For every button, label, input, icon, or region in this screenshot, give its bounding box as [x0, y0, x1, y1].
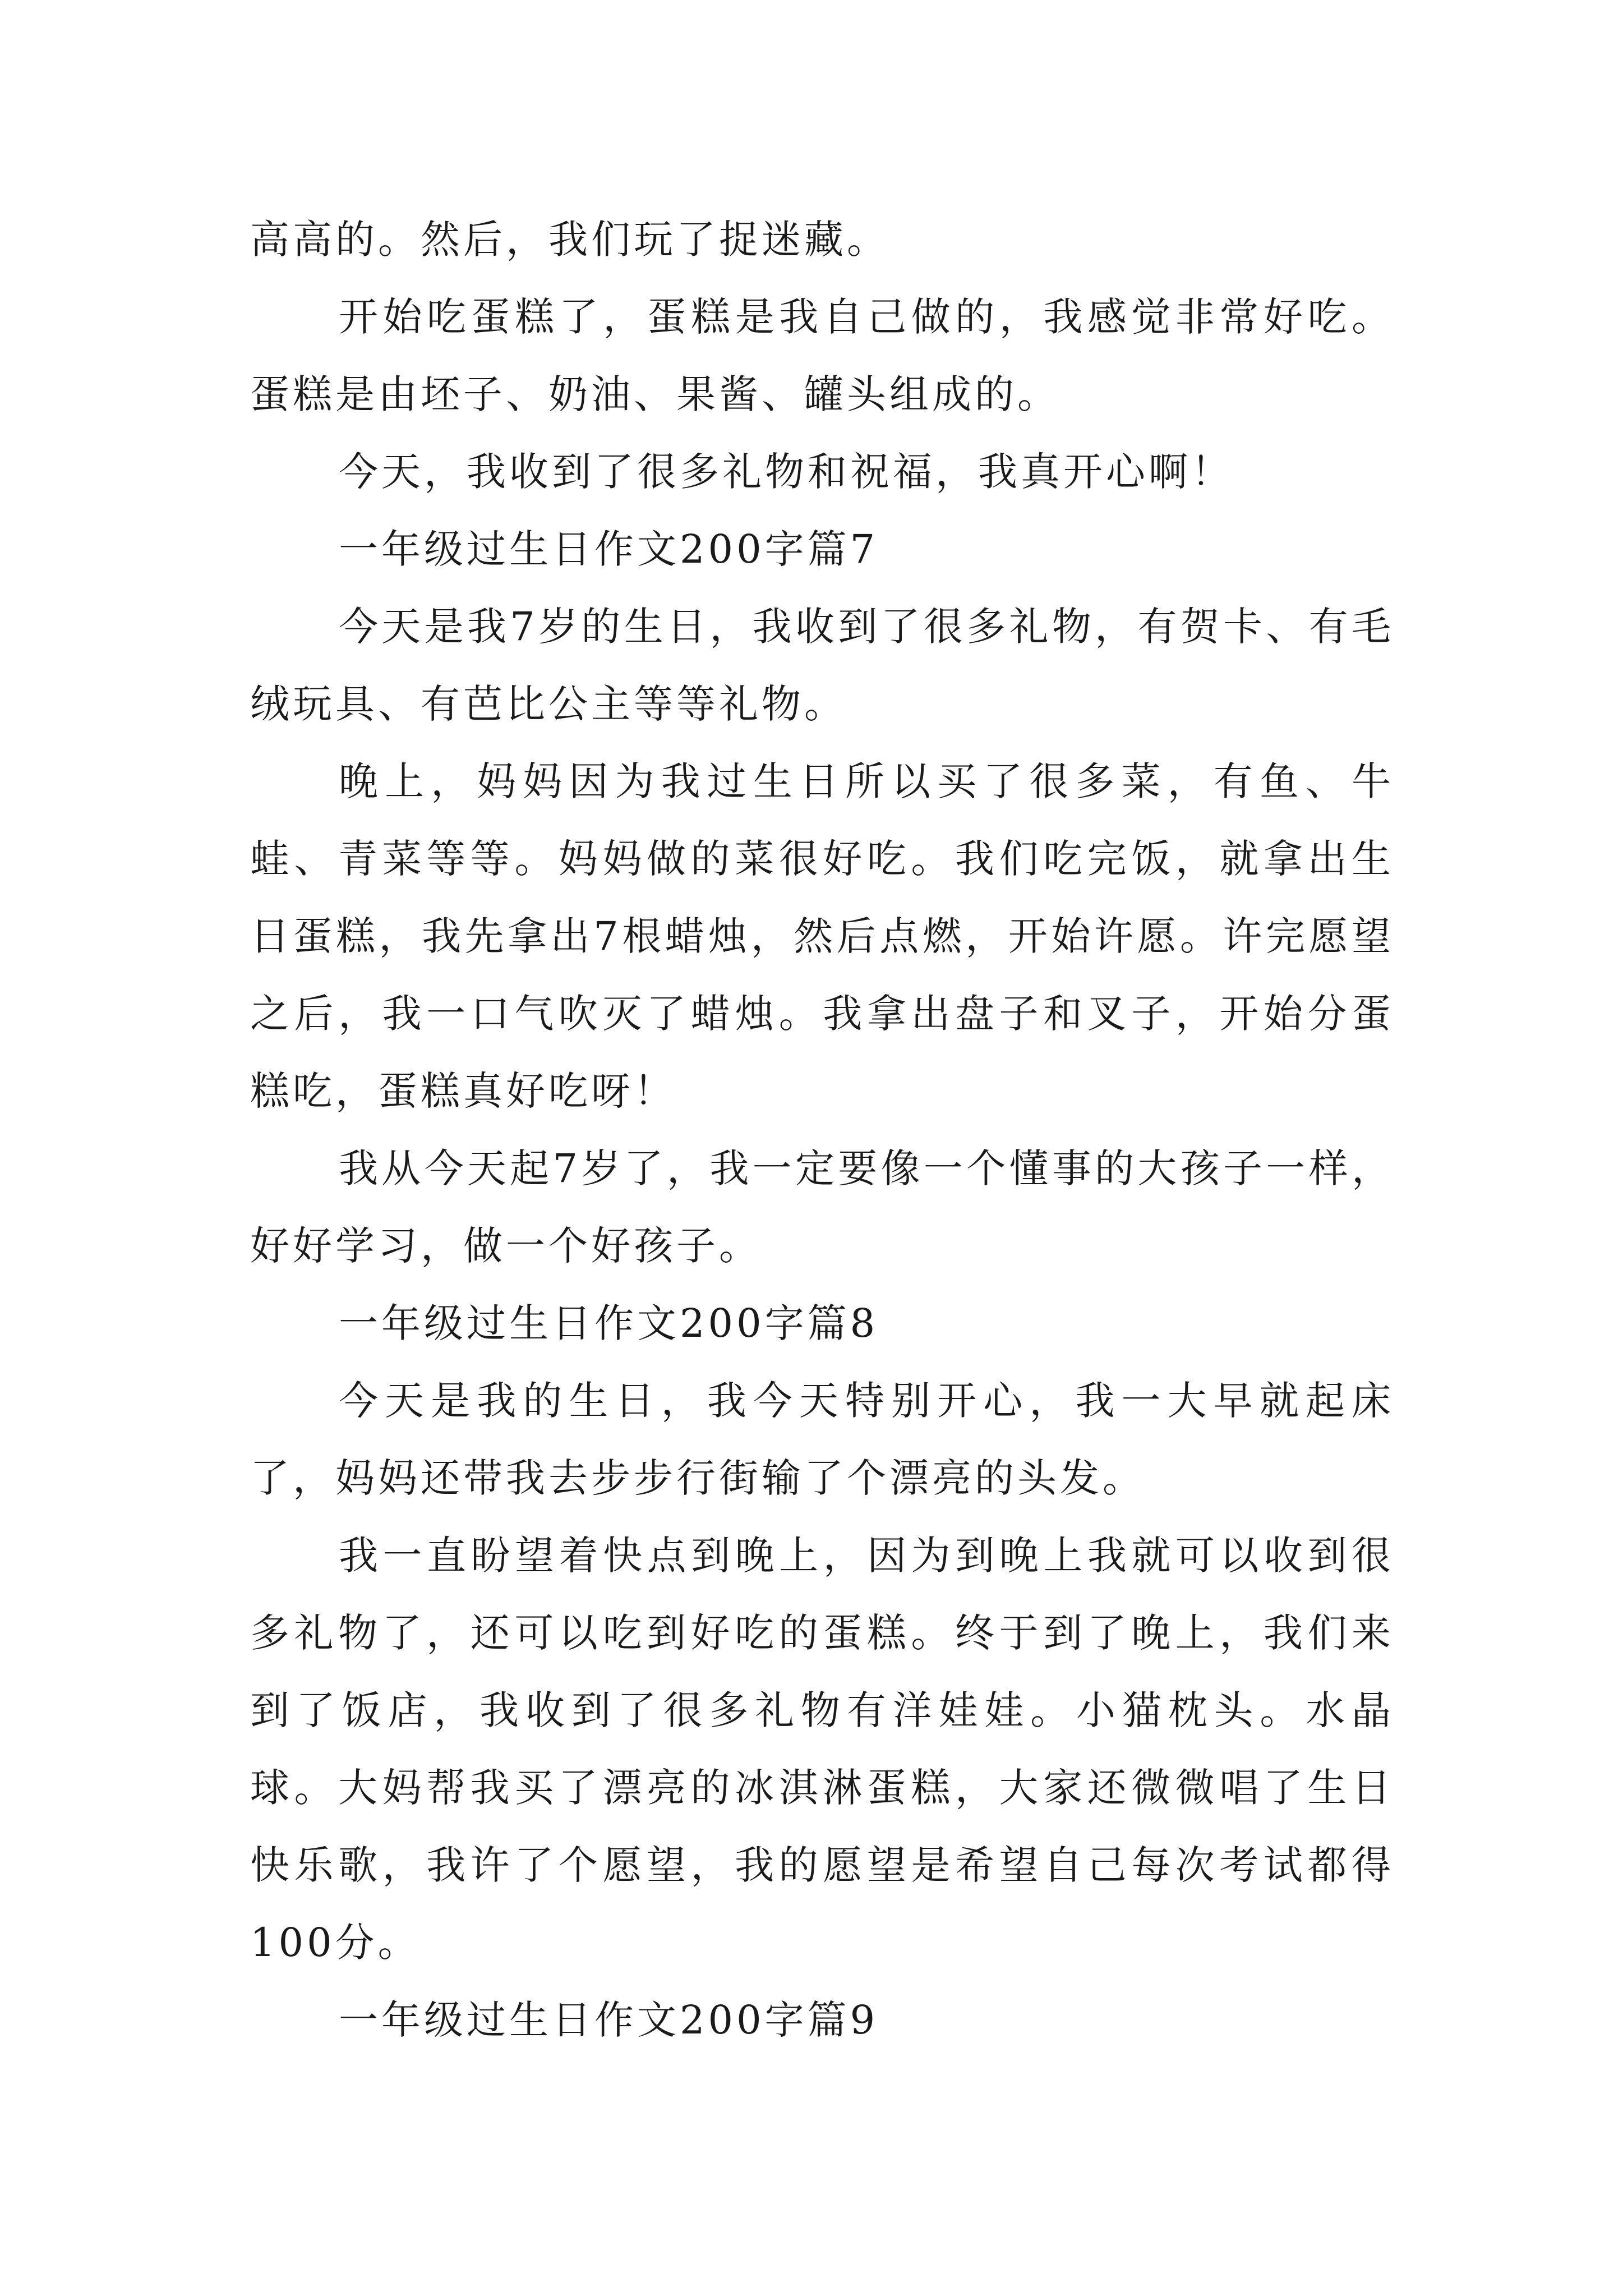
- paragraph: 开始吃蛋糕了，蛋糕是我自己做的，我感觉非常好吃。蛋糕是由坯子、奶油、果酱、罐头组成的。: [250, 294, 1394, 417]
- paragraph: 高高的。然后，我们玩了捉迷藏。: [250, 217, 889, 263]
- paragraph: 晚上，妈妈因为我过生日所以买了很多菜，有鱼、牛蛙、青菜等等。妈妈做的菜很好吃。我们吃完饭，就拿出生日蛋糕，我先拿出7根蜡烛，然后点燃，开始许愿。许完愿望之后，我一口气吹灭了蜡烛。我拿出盘子和叉子，开始分蛋糕吃，蛋糕真好吃呀！: [250, 758, 1394, 1114]
- paragraph: 我一直盼望着快点到晚上，因为到晚上我就可以收到很多礼物了，还可以吃到好吃的蛋糕。终于到了晚上，我们来到了饭店，我收到了很多礼物有洋娃娃。小猫枕头。水晶球。大妈帮我买了漂亮的冰淇淋蛋糕，大家还微微唱了生日快乐歌，我许了个愿望，我的愿望是希望自己每次考试都得100分。: [250, 1533, 1394, 1966]
- section-heading: 一年级过生日作文200字篇9: [339, 1997, 879, 2043]
- paragraph: 我从今天起7岁了，我一定要像一个懂事的大孩子一样，好好学习，做一个好孩子。: [250, 1145, 1394, 1269]
- paragraph: 今天是我7岁的生日，我收到了很多礼物，有贺卡、有毛绒玩具、有芭比公主等等礼物。: [250, 604, 1394, 727]
- essay-text: [250, 201, 1394, 2059]
- paragraph: 今天是我的生日，我今天特别开心，我一大早就起床了，妈妈还带我去步步行街输了个漂亮的头发。: [250, 1378, 1394, 1501]
- section-heading: 一年级过生日作文200字篇7: [339, 526, 879, 572]
- section-heading: 一年级过生日作文200字篇8: [339, 1300, 879, 1346]
- paragraph: 今天，我收到了很多礼物和祝福，我真开心啊！: [339, 449, 1234, 495]
